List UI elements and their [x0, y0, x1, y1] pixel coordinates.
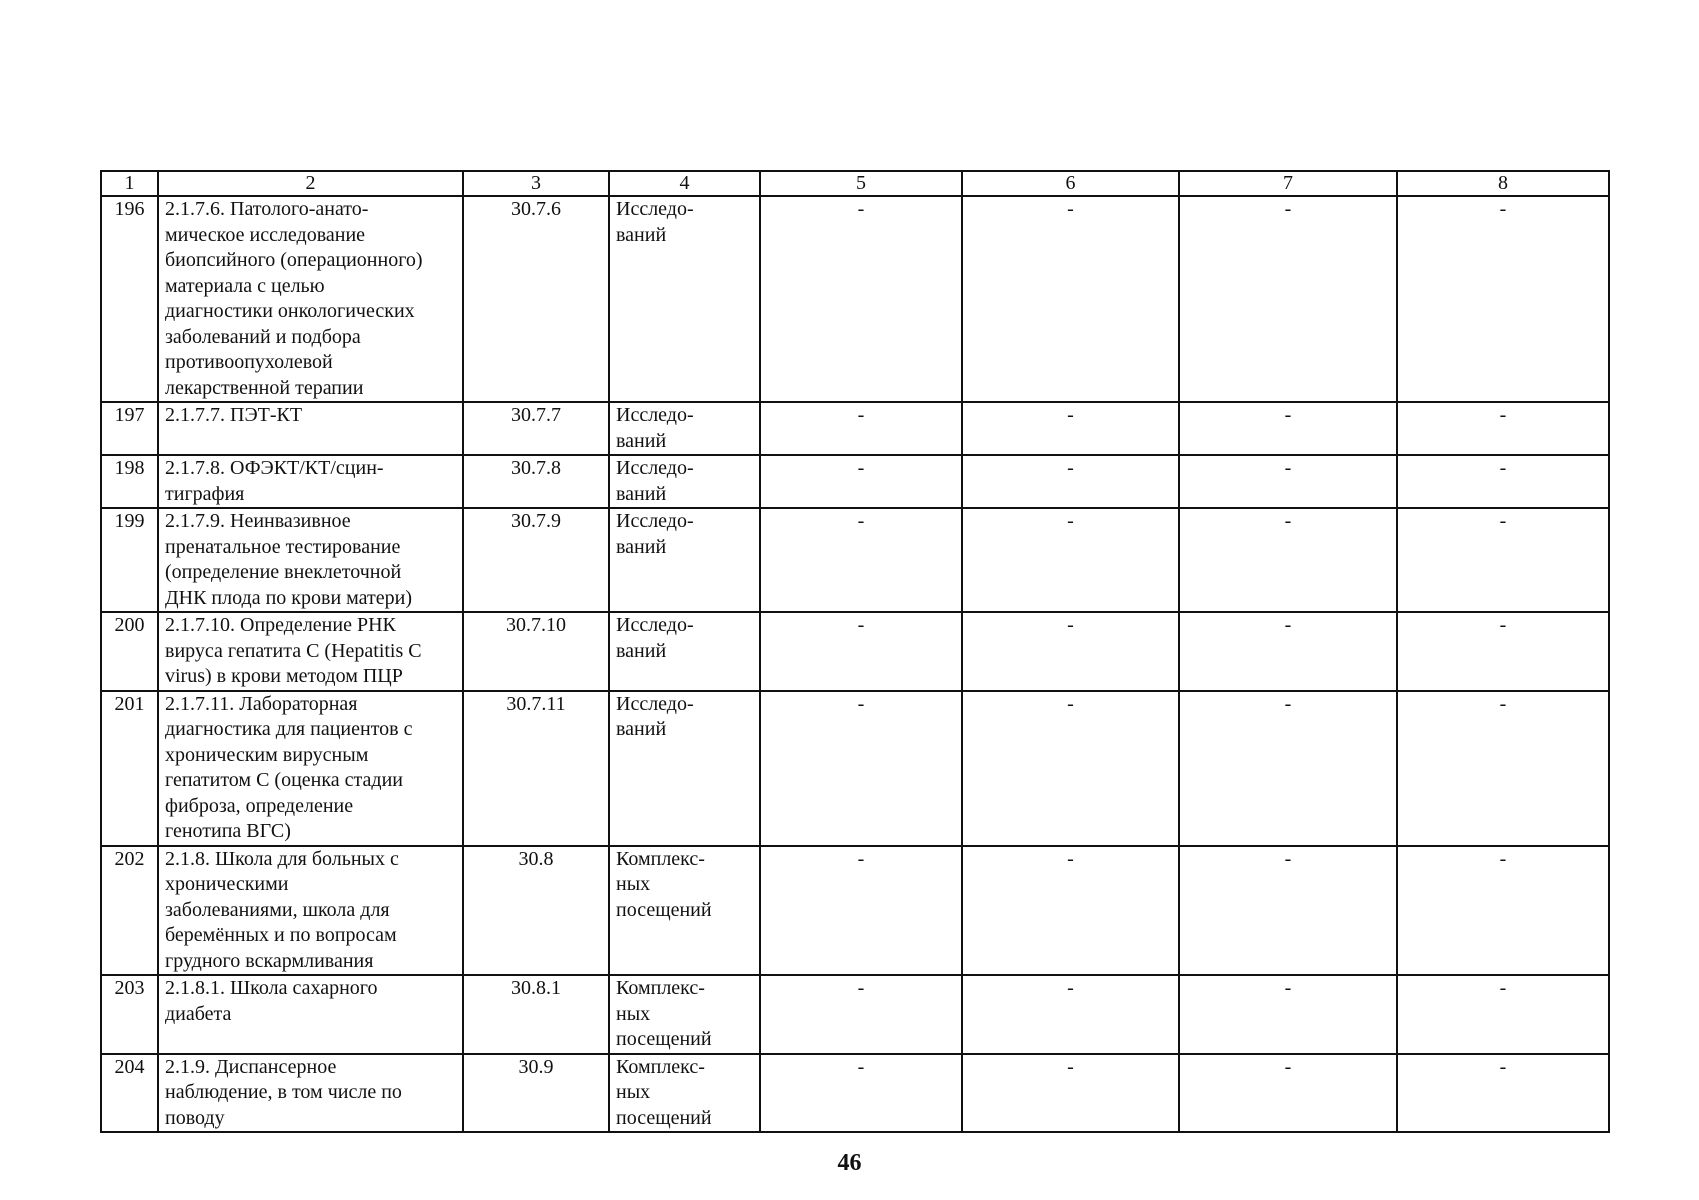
row-value-5: -: [760, 402, 962, 455]
row-name: 2.1.9. Диспансерное наблюдение, в том числе по поводу: [158, 1054, 463, 1133]
table-row: [101, 455, 1609, 508]
table-row: [101, 846, 1609, 976]
row-number: 204: [101, 1054, 158, 1133]
row-unit: Исследо- ваний: [609, 508, 760, 612]
row-name: 2.1.7.9. Неинвазивное пренатальное тестирование (определение внеклеточной ДНК плода по крови матери): [158, 508, 463, 612]
row-code: 30.7.7: [463, 402, 609, 455]
row-code: 30.8.1: [463, 975, 609, 1054]
row-unit: Комплекс- ных посещений: [609, 846, 760, 976]
row-value-6: -: [962, 612, 1179, 691]
header-cell: 8: [1397, 171, 1609, 196]
row-value-6: -: [962, 508, 1179, 612]
row-value-8: -: [1397, 975, 1609, 1054]
row-value-6: -: [962, 455, 1179, 508]
row-unit: Исследо- ваний: [609, 402, 760, 455]
table-row: [101, 402, 1609, 455]
row-value-7: -: [1179, 508, 1397, 612]
header-cell: 4: [609, 171, 760, 196]
row-value-7: -: [1179, 455, 1397, 508]
row-value-7: -: [1179, 691, 1397, 846]
row-name: 2.1.7.6. Патолого-анато- мическое исследование биопсийного (операционного) материала с целью диагностики онкологических заболеваний и подбора противоопухолевой лекарственной терапии: [158, 196, 463, 402]
header-cell: 3: [463, 171, 609, 196]
table-row: [101, 196, 1609, 402]
row-value-5: -: [760, 1054, 962, 1133]
row-value-7: -: [1179, 846, 1397, 976]
row-value-5: -: [760, 612, 962, 691]
row-unit: Исследо- ваний: [609, 196, 760, 402]
header-cell: 2: [158, 171, 463, 196]
row-value-8: -: [1397, 402, 1609, 455]
row-code: 30.7.11: [463, 691, 609, 846]
row-unit: Комплекс- ных посещений: [609, 975, 760, 1054]
row-unit: Комплекс- ных посещений: [609, 1054, 760, 1133]
row-value-5: -: [760, 691, 962, 846]
row-value-7: -: [1179, 196, 1397, 402]
row-value-6: -: [962, 196, 1179, 402]
row-number: 201: [101, 691, 158, 846]
header-cell: 5: [760, 171, 962, 196]
table-row: [101, 975, 1609, 1054]
row-value-5: -: [760, 455, 962, 508]
row-name: 2.1.7.11. Лабораторная диагностика для пациентов с хроническим вирусным гепатитом C (оценка стадии фиброза, определение генотипа ВГС): [158, 691, 463, 846]
row-value-8: -: [1397, 455, 1609, 508]
row-value-6: -: [962, 975, 1179, 1054]
row-name: 2.1.7.10. Определение РНК вируса гепатита C (Hepatitis C virus) в крови методом ПЦР: [158, 612, 463, 691]
row-unit: Исследо- ваний: [609, 612, 760, 691]
page-number: 46: [837, 1150, 862, 1176]
row-value-5: -: [760, 508, 962, 612]
row-code: 30.7.9: [463, 508, 609, 612]
row-value-5: -: [760, 975, 962, 1054]
row-value-8: -: [1397, 691, 1609, 846]
row-code: 30.7.6: [463, 196, 609, 402]
header-cell: 6: [962, 171, 1179, 196]
row-code: 30.9: [463, 1054, 609, 1133]
row-number: 197: [101, 402, 158, 455]
row-value-7: -: [1179, 975, 1397, 1054]
row-name: 2.1.8. Школа для больных с хроническими заболеваниями, школа для беремённых и по вопросам грудного вскармливания: [158, 846, 463, 976]
row-name: 2.1.7.8. ОФЭКТ/КТ/сцин- тиграфия: [158, 455, 463, 508]
table-row: [101, 691, 1609, 846]
row-code: 30.7.8: [463, 455, 609, 508]
row-value-8: -: [1397, 1054, 1609, 1133]
row-value-7: -: [1179, 612, 1397, 691]
row-code: 30.7.10: [463, 612, 609, 691]
row-number: 196: [101, 196, 158, 402]
row-value-5: -: [760, 196, 962, 402]
table-row: [101, 612, 1609, 691]
row-value-5: -: [760, 846, 962, 976]
header-cell: 7: [1179, 171, 1397, 196]
row-code: 30.8: [463, 846, 609, 976]
row-unit: Исследо- ваний: [609, 455, 760, 508]
row-value-8: -: [1397, 612, 1609, 691]
row-value-6: -: [962, 691, 1179, 846]
table-row: [101, 1054, 1609, 1133]
row-value-6: -: [962, 846, 1179, 976]
row-name: 2.1.8.1. Школа сахарного диабета: [158, 975, 463, 1054]
row-number: 199: [101, 508, 158, 612]
row-number: 203: [101, 975, 158, 1054]
row-number: 198: [101, 455, 158, 508]
table-row: [101, 508, 1609, 612]
row-unit: Исследо- ваний: [609, 691, 760, 846]
data-table: [100, 170, 1610, 1133]
row-value-6: -: [962, 402, 1179, 455]
row-value-8: -: [1397, 508, 1609, 612]
header-cell: 1: [101, 171, 158, 196]
header-row: [101, 171, 1609, 196]
row-number: 202: [101, 846, 158, 976]
row-name: 2.1.7.7. ПЭТ-КТ: [158, 402, 463, 455]
row-value-7: -: [1179, 402, 1397, 455]
row-value-8: -: [1397, 846, 1609, 976]
row-number: 200: [101, 612, 158, 691]
row-value-6: -: [962, 1054, 1179, 1133]
row-value-7: -: [1179, 1054, 1397, 1133]
row-value-8: -: [1397, 196, 1609, 402]
